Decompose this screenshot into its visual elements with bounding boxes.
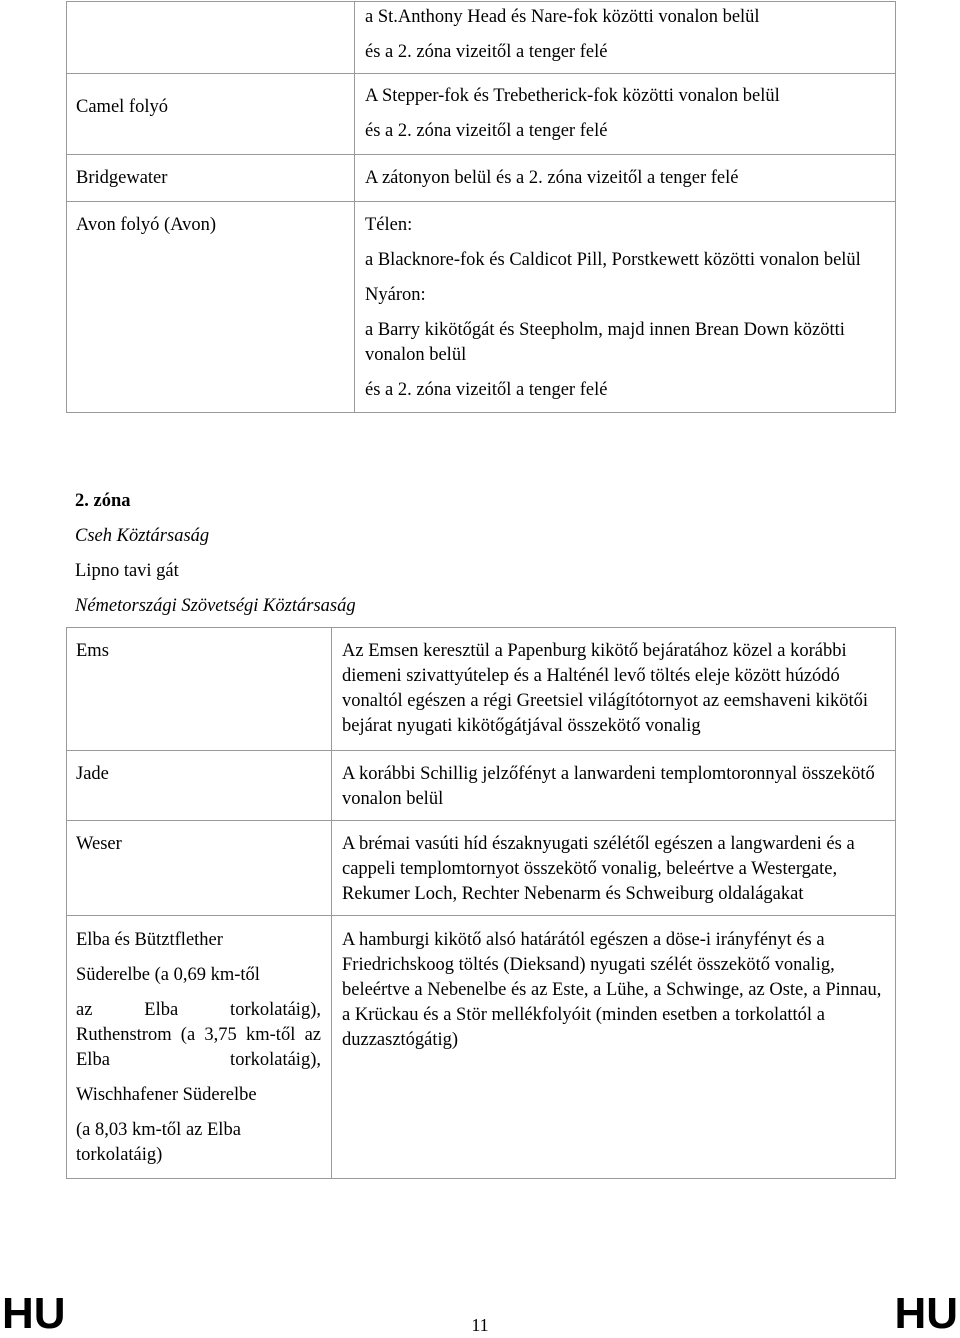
- river-cell: [67, 202, 355, 413]
- country-name: Cseh Köztársaság: [75, 526, 210, 546]
- river-name: Ems: [76, 641, 109, 661]
- boundary-text: Télen:: [365, 215, 413, 235]
- river-cell: [67, 751, 332, 821]
- boundary-text: és a 2. zóna vizeitől a tenger felé: [365, 380, 608, 400]
- boundary-text: Az Emsen keresztül a Papenburg kikötő bejáratához közel a korábbi diemeni szivattyútelep és a Halténél levő töltés eleje között húzódó vonaltól egészen a régi Greetsiel világítótornyot az eemshaveni kikötői bejárat nyugati kikötőgátjával összekötő vonalig: [342, 641, 869, 736]
- boundary-cell: [355, 155, 896, 202]
- river-name: Bridgewater: [76, 168, 168, 188]
- boundary-cell: [332, 628, 896, 751]
- table-row: [67, 155, 896, 202]
- boundary-cell: [355, 74, 896, 155]
- river-name: Camel folyó: [76, 97, 168, 117]
- river-name: Avon folyó (Avon): [76, 215, 217, 235]
- river-cell: [67, 628, 332, 751]
- river-name: Jade: [76, 764, 109, 784]
- footer-language-code-left: HU: [2, 1289, 66, 1338]
- boundary-text: Nyáron:: [365, 285, 426, 305]
- boundary-text: A zátonyon belül és a 2. zóna vizeitől a tenger felé: [365, 168, 739, 188]
- boundary-text: a Blacknore-fok és Caldicot Pill, Porstkewett közötti vonalon belül: [365, 250, 861, 270]
- boundary-text: és a 2. zóna vizeitől a tenger felé: [365, 121, 608, 141]
- place-name: Lipno tavi gát: [75, 561, 179, 581]
- boundary-text: A Stepper-fok és Trebetherick-fok közötti vonalon belül: [365, 86, 780, 106]
- boundary-cell: [332, 821, 896, 916]
- table-row: [67, 751, 896, 821]
- table-row: [67, 916, 896, 1179]
- river-name: az Elba torkolatáig), Ruthenstrom (a 3,75 km-től az Elba torkolatáig),: [76, 1000, 321, 1070]
- footer-language-code-right: HU: [894, 1289, 958, 1338]
- boundary-text: a Barry kikötőgát és Steepholm, majd innen Brean Down közötti vonalon belül: [365, 320, 845, 365]
- river-name: (a 8,03 km-től az Elba torkolatáig): [76, 1120, 241, 1165]
- table-row: [67, 202, 896, 413]
- boundary-cell: [332, 916, 896, 1179]
- river-cell: [67, 155, 355, 202]
- boundary-text: a St.Anthony Head és Nare-fok közötti vonalon belül: [365, 7, 760, 27]
- boundary-cell: [332, 751, 896, 821]
- river-cell: [67, 2, 355, 74]
- boundary-text: A hamburgi kikötő alsó határától egészen a döse-i irányfényt és a Friedrichskoog töltés (Dieksand) nyugati szélét összekötő vonalig, beleértve a Nebenelbe és az Este, a Lühe, a Schwinge, az Oste, a Pinnau, a Krückau és a Stör mellékfolyóit (minden esetben a torkolattól a duzzasztógátig): [342, 930, 882, 1050]
- rivers-table-zone2: [66, 627, 896, 1179]
- river-name: Weser: [76, 834, 122, 854]
- river-name: Elba és Bütztflether: [76, 930, 223, 950]
- river-cell: [67, 916, 332, 1179]
- table-row: [67, 628, 896, 751]
- country-name: Németországi Szövetségi Köztársaság: [75, 596, 356, 616]
- table-row: [67, 74, 896, 155]
- river-name: Süderelbe (a 0,69 km-től: [76, 965, 260, 985]
- boundary-cell: [355, 2, 896, 74]
- boundary-text: és a 2. zóna vizeitől a tenger felé: [365, 42, 608, 62]
- boundary-text: A korábbi Schillig jelzőfényt a lanwardeni templomtoronnyal összekötő vonalon belül: [342, 764, 875, 809]
- table-row: [67, 821, 896, 916]
- rivers-table-zone1: [66, 1, 896, 413]
- page-number: 11: [471, 1315, 489, 1335]
- river-cell: [67, 74, 355, 155]
- river-name: Wischhafener Süderelbe: [76, 1085, 257, 1105]
- table-row: [67, 2, 896, 74]
- zone-heading-block: [75, 484, 356, 624]
- river-cell: [67, 821, 332, 916]
- zone-heading: 2. zóna: [75, 491, 131, 511]
- boundary-cell: [355, 202, 896, 413]
- boundary-text: A brémai vasúti híd északnyugati szélétől egészen a langwardeni és a cappeli templomtornyot összekötő vonalig, beleértve a Westergate, Rekumer Loch, Rechter Nebenarm és Schweiburg oldalágakat: [342, 834, 855, 904]
